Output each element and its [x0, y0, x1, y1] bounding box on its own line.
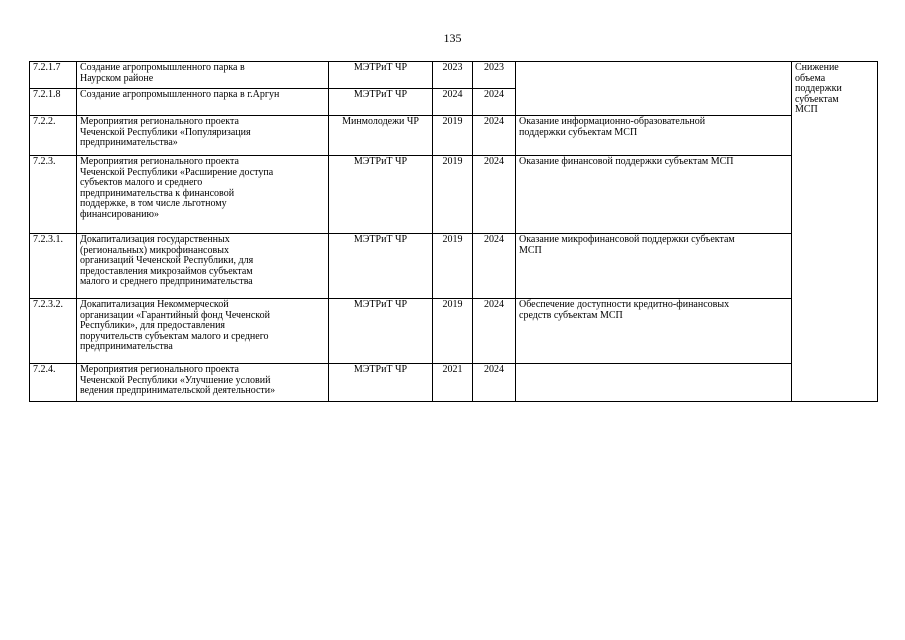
row-number: 7.2.3.1.	[30, 234, 77, 299]
activity-name: Докапитализация государственных (региональных) микрофинансовых организаций Чеченской Республики, для предоставления микрозаймов субъектам малого и среднего предпринимательства	[77, 234, 329, 299]
row-number: 7.2.1.8	[30, 89, 77, 116]
row-number: 7.2.1.7	[30, 62, 77, 89]
start-year: 2023	[433, 62, 473, 89]
start-year: 2019	[433, 299, 473, 364]
effect: Оказание микрофинансовой поддержки субъектам МСП	[516, 234, 792, 299]
effect: Обеспечение доступности кредитно-финансовых средств субъектам МСП	[516, 299, 792, 364]
end-year: 2024	[473, 364, 516, 402]
end-year: 2024	[473, 234, 516, 299]
start-year: 2019	[433, 234, 473, 299]
table-row	[30, 234, 878, 299]
table-row	[30, 156, 878, 234]
effect: Оказание информационно-образовательной поддержки субъектам МСП	[516, 116, 792, 156]
activity-name: Докапитализация Некоммерческой организации «Гарантийный фонд Чеченской Республики», для предоставления поручительств субъектам малого и среднего предпринимательства	[77, 299, 329, 364]
executor: МЭТРиТ ЧР	[329, 234, 433, 299]
page-number: 135	[443, 31, 462, 45]
effect	[516, 364, 792, 402]
start-year: 2021	[433, 364, 473, 402]
end-year: 2023	[473, 62, 516, 89]
start-year: 2019	[433, 116, 473, 156]
activity-name: Создание агропромышленного парка в Наурском районе	[77, 62, 329, 89]
row-number: 7.2.2.	[30, 116, 77, 156]
table-row	[30, 299, 878, 364]
row-number: 7.2.3.	[30, 156, 77, 234]
row-number: 7.2.4.	[30, 364, 77, 402]
executor: МЭТРиТ ЧР	[329, 156, 433, 234]
executor: МЭТРиТ ЧР	[329, 89, 433, 116]
effect: Оказание финансовой поддержки субъектам МСП	[516, 156, 792, 234]
effect	[516, 62, 792, 116]
end-year: 2024	[473, 89, 516, 116]
activity-name: Мероприятия регионального проекта Чеченской Республики «Популяризация предпринимательства»	[77, 116, 329, 156]
row-number: 7.2.3.2.	[30, 299, 77, 364]
activities-table	[29, 61, 878, 402]
end-year: 2024	[473, 116, 516, 156]
executor: МЭТРиТ ЧР	[329, 299, 433, 364]
start-year: 2019	[433, 156, 473, 234]
activity-name: Мероприятия регионального проекта Чеченской Республики «Улучшение условий ведения предпринимательской деятельности»	[77, 364, 329, 402]
merged-result: Снижение объема поддержки субъектам МСП	[792, 62, 878, 402]
executor: МЭТРиТ ЧР	[329, 62, 433, 89]
activity-name: Мероприятия регионального проекта Чеченской Республики «Расширение доступа субъектов малого и среднего предпринимательства к финансовой поддержке, в том числе льготному финансированию»	[77, 156, 329, 234]
executor: Минмолодежи ЧР	[329, 116, 433, 156]
table-row	[30, 364, 878, 402]
activity-name: Создание агропромышленного парка в г.Аргун	[77, 89, 329, 116]
executor: МЭТРиТ ЧР	[329, 364, 433, 402]
start-year: 2024	[433, 89, 473, 116]
end-year: 2024	[473, 156, 516, 234]
table-row	[30, 62, 878, 89]
end-year: 2024	[473, 299, 516, 364]
table-row	[30, 116, 878, 156]
